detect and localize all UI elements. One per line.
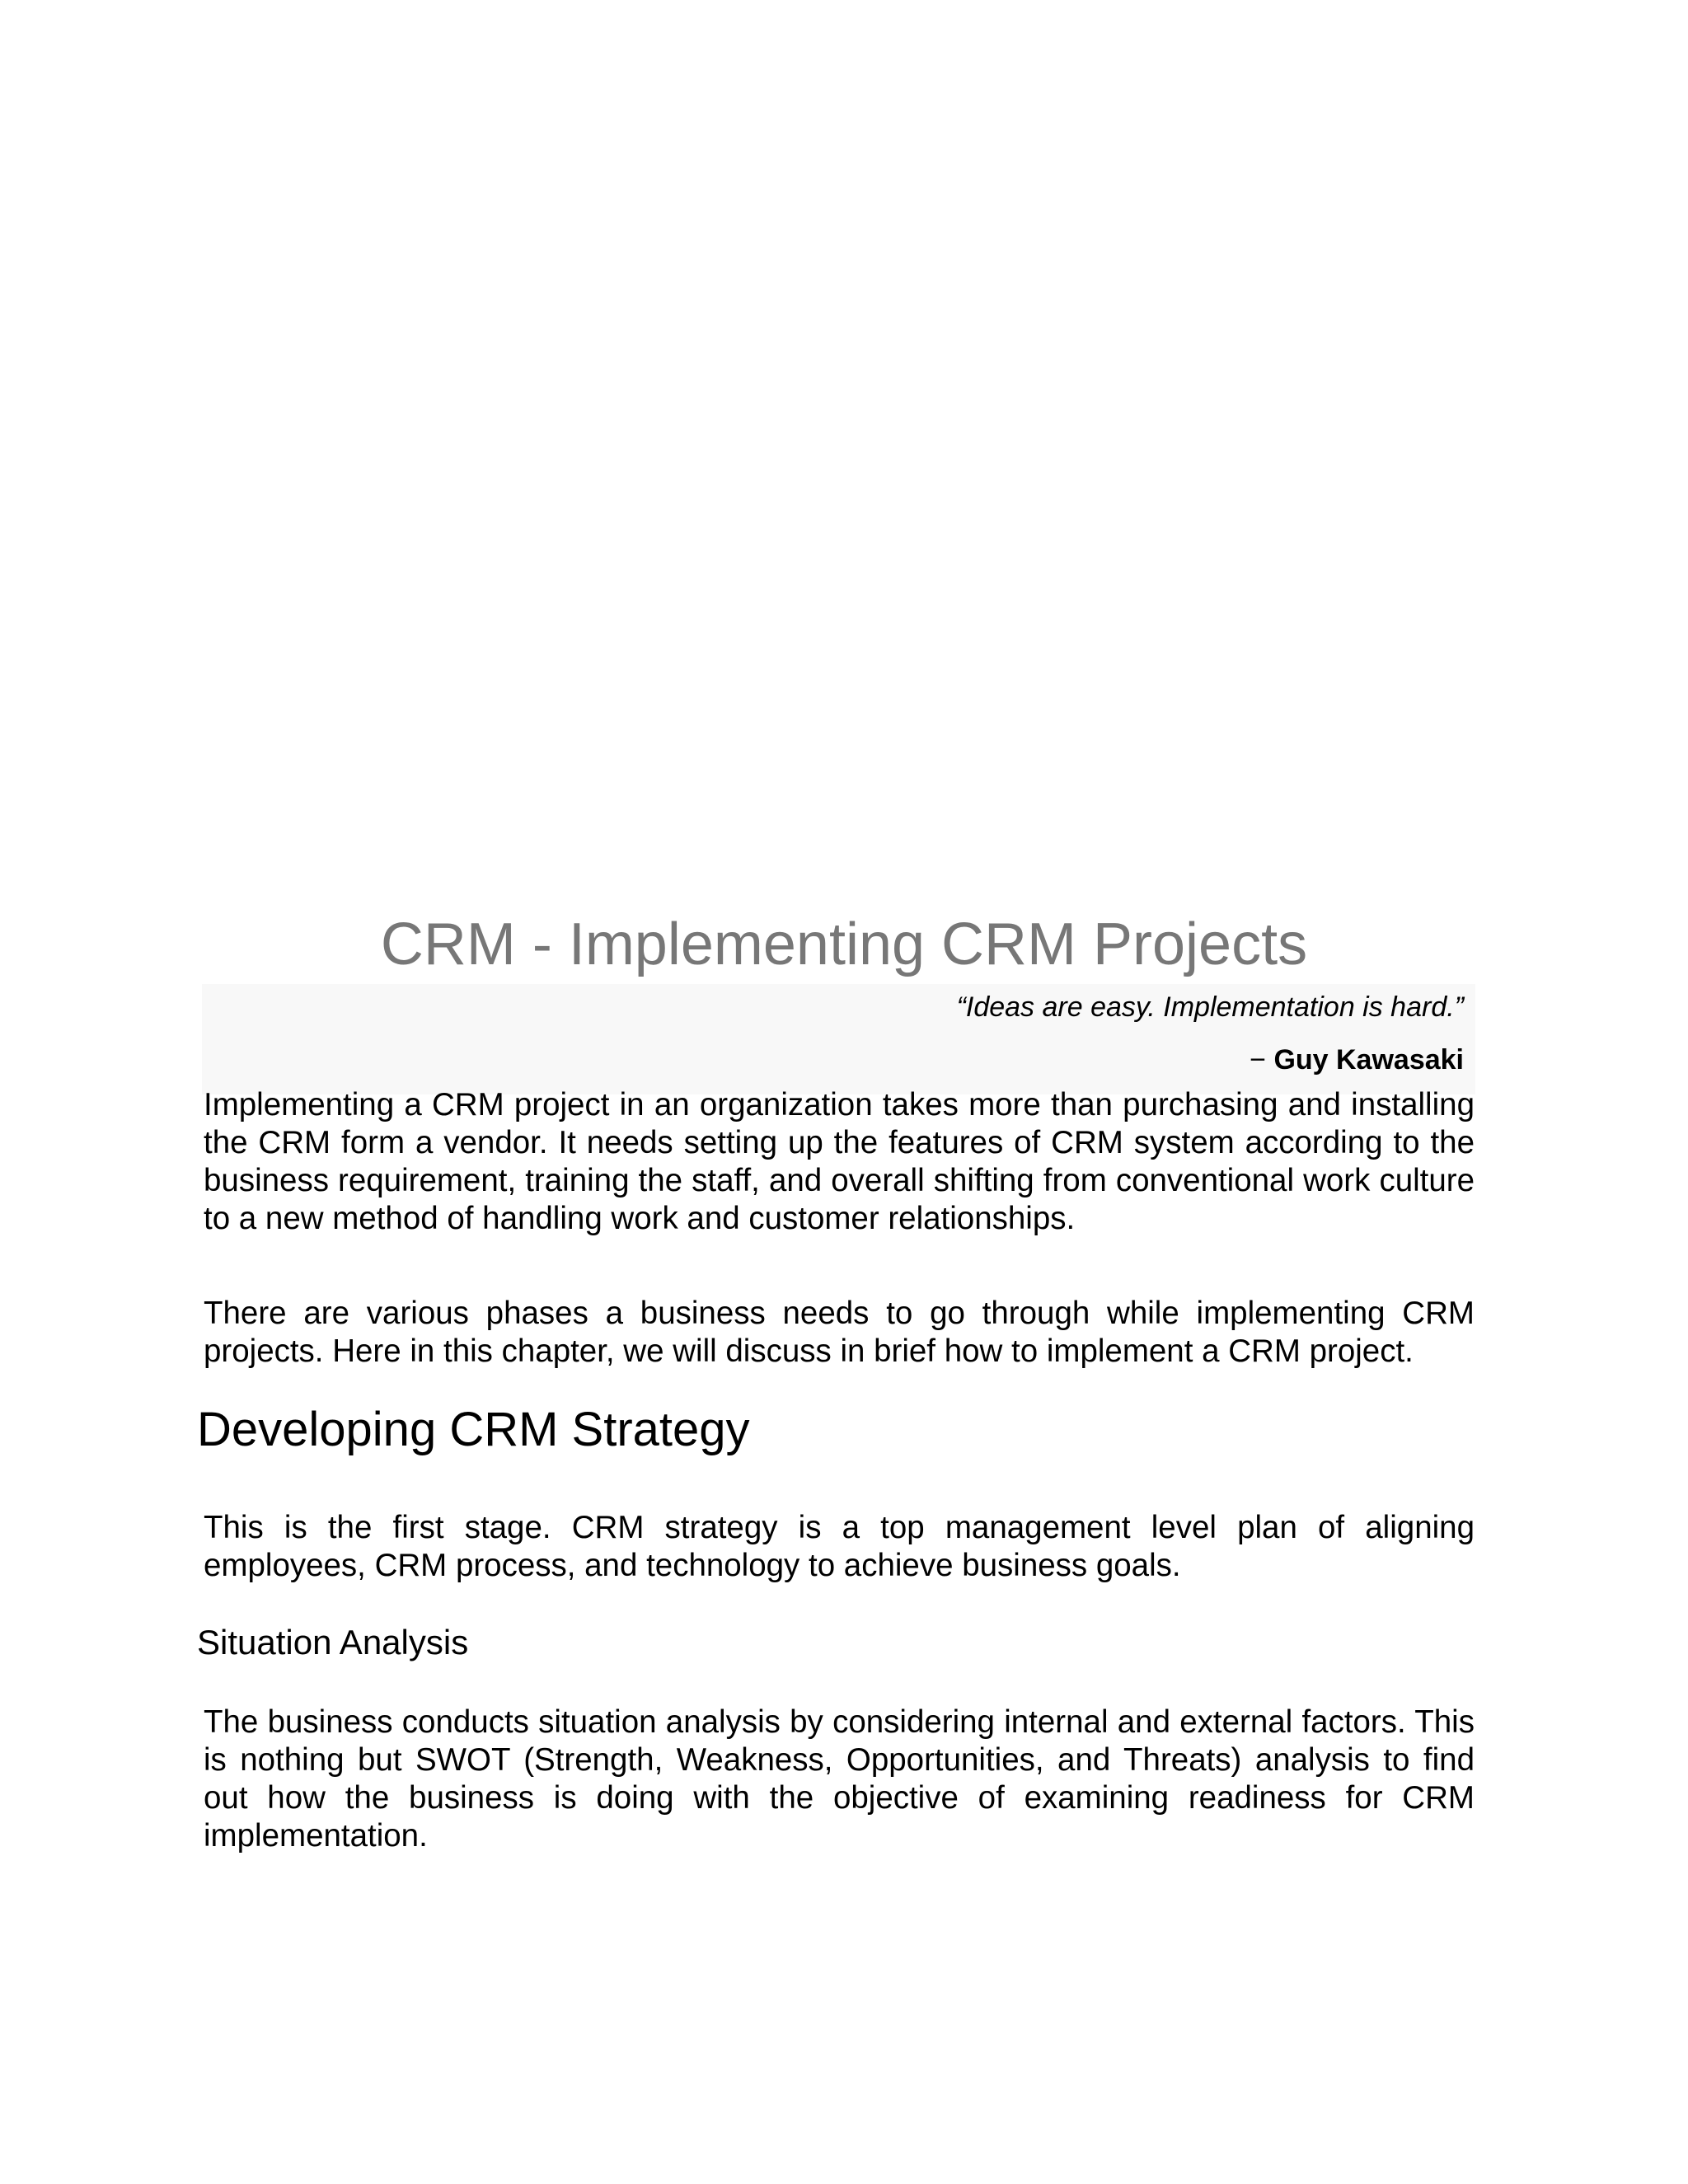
section-crm-strategy-paragraph: This is the first stage. CRM strategy is a top management level plan of aligning employees, CRM process, and technology to achieve business goals. — [204, 1510, 1475, 1583]
section-situation-analysis-paragraph: The business conducts situation analysis by considering internal and external factors. This is nothing but SWOT (Strength, Weakness, Opportunities, and Threats) analysis to find out how the business is doing with the objective of examining readiness for CRM implementation. — [204, 1704, 1475, 1854]
section-heading-situation-analysis: Situation Analysis — [197, 1623, 469, 1661]
quote-author: Guy Kawasaki — [1273, 1044, 1464, 1076]
quote-text: “Ideas are easy. Implementation is hard.” — [956, 991, 1464, 1023]
quote-attribution — [1250, 1042, 1464, 1078]
intro-paragraph-1: Implementing a CRM project in an organization takes more than purchasing and installing the CRM form a vendor. It needs setting up the features of CRM system according to the business requirement, training the staff, and overall shifting from conventional work culture to a new method of handling work and customer relationships. — [204, 1087, 1475, 1236]
intro-paragraph-2: There are various phases a business needs to go through while implementing CRM projects. Here in this chapter, we will discuss in brief how to implement a CRM project. — [204, 1296, 1475, 1369]
quote-dash: − — [1250, 1044, 1274, 1076]
quote-block — [202, 984, 1475, 1094]
page-title: CRM - Implementing CRM Projects — [380, 912, 1308, 977]
section-heading-crm-strategy: Developing CRM Strategy — [197, 1403, 750, 1456]
